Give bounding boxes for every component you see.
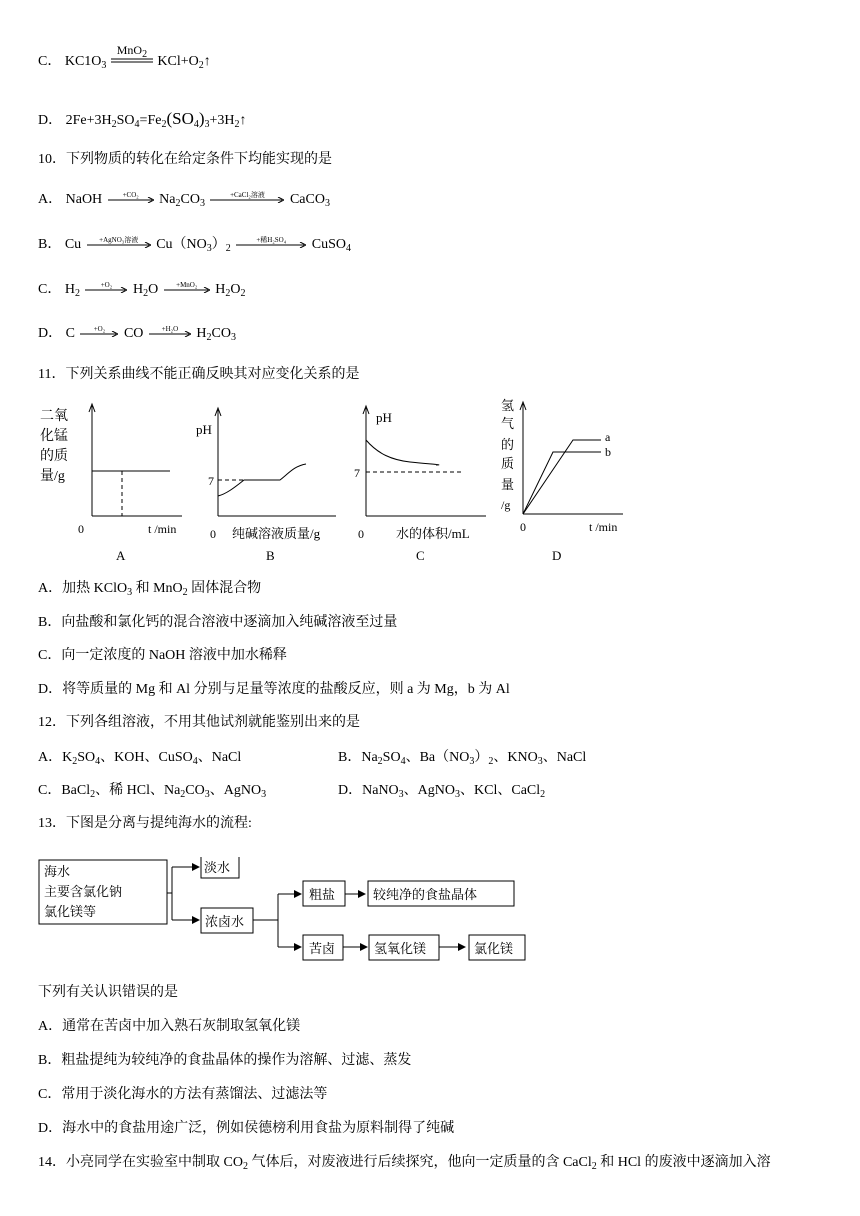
product: KCl+O	[157, 54, 199, 69]
svg-text:浓卤水: 浓卤水	[205, 915, 245, 930]
x-axis-label: t /min	[148, 522, 177, 536]
chart-a	[40, 398, 190, 573]
chart-d	[497, 398, 637, 573]
reaction-arrow: +AgNO₃溶液	[87, 238, 151, 252]
reaction-arrow: +CO₂	[108, 193, 154, 207]
curve-a	[523, 440, 601, 514]
x-axis-label: t /min	[589, 520, 618, 534]
chart-c	[350, 398, 500, 573]
chart-letter: C	[416, 548, 425, 563]
ph-curve	[218, 464, 306, 496]
catalyst-equals-sign: MnO$_2$	[116, 42, 148, 60]
q11-option-d: D．将等质量的 Mg 和 Al 分别与足量等浓度的盐酸反应，则 a 为 Mg，b 为 Al	[38, 682, 510, 697]
q13-stem: 13．下图是分离与提纯海水的流程:	[38, 816, 252, 831]
y-axis-label: pH	[376, 410, 392, 425]
q11-option-a: A．加热 KClO$_3$ 和 MnO$_2$ 固体混合物	[38, 581, 262, 598]
chart-a-ylabel-line: 二氧	[40, 409, 68, 424]
svg-text:海水: 海水	[44, 865, 71, 880]
chart-a-ylabel-line: 的质	[40, 449, 68, 464]
svg-text:氢: 氢	[501, 398, 515, 413]
q12-option-c: C．BaCl$_2$、稀 HCl、$Na_2CO_3$、AgNO$_3$	[38, 783, 267, 800]
y-tick-7: 7	[208, 474, 214, 488]
svg-text:气: 气	[501, 416, 515, 431]
reaction-arrow: +CaCl₂溶液	[210, 193, 284, 207]
origin-label: 0	[358, 527, 364, 541]
q10-option-d: D． C +O₂ CO +H₂O $H_2CO_3$	[38, 324, 236, 343]
q12-option-b: B．$Na_2SO_4$、$Ba(NO_3)_2$、$KNO_3$、NaCl	[338, 750, 587, 767]
series-label-a: a	[605, 430, 611, 444]
origin-label: 0	[78, 522, 84, 536]
chart-letter: B	[266, 548, 275, 563]
q10-option-b: B． Cu +AgNO₃溶液 $Cu(NO_3)_2$ +稀H₂SO₄ CuSO$_4$	[38, 235, 351, 254]
chart-letter: D	[552, 548, 562, 563]
series-label-b: b	[605, 445, 611, 459]
svg-text:氢氧化镁: 氢氧化镁	[374, 942, 427, 957]
x-axis-label: 纯碱溶液质量/g	[232, 526, 321, 541]
q12-stem: 12．下列各组溶液，不用其他试剂就能鉴别出来的是	[38, 715, 360, 730]
svg-text:粗盐: 粗盐	[309, 888, 336, 903]
q12-option-a: A．$K_2SO_4$、KOH、CuSO$_4$、NaCl	[38, 750, 242, 767]
q12-option-d: D．NaNO$_3$、AgNO$_3$、KCl、CaCl$_2$	[338, 783, 546, 800]
curve-b	[523, 452, 601, 514]
option-label: C．	[38, 54, 62, 69]
q9-option-c: C． $KC1O_3$ MnO$_2$ $KCl+O_2↑$	[38, 42, 211, 71]
chart-letter: A	[116, 548, 126, 563]
reaction-arrow: +MnO₂	[164, 283, 210, 297]
reactant: KC1O	[64, 54, 102, 69]
option-label: D．	[38, 113, 63, 128]
ph-curve	[366, 440, 439, 465]
q10-option-a: A． NaOH +CO₂ $Na_2CO_3$ +CaCl₂溶液 CaCO$_3$	[38, 190, 330, 209]
q10-option-c: C． $H_2$ +O₂ $H_2O$ +MnO₂ $H_2O_2$	[38, 280, 246, 299]
reaction-arrow: +稀H₂SO₄	[236, 238, 306, 252]
svg-text:淡水: 淡水	[204, 861, 231, 876]
y-tick-7: 7	[354, 466, 360, 480]
svg-text:苦卤: 苦卤	[309, 942, 336, 957]
y-axis-label: pH	[196, 422, 212, 437]
q11-option-b: B．向盐酸和氯化钙的混合溶液中逐滴加入纯碱溶液至过量	[38, 615, 398, 630]
reaction-arrow: +O₂	[80, 327, 118, 341]
origin-label: 0	[520, 520, 526, 534]
chart-a-ylabel-line: 化锰	[40, 429, 68, 444]
chart-a-ylabel-line: 量/g	[40, 469, 65, 484]
q11-stem: 11．下列关系曲线不能正确反映其对应变化关系的是	[38, 367, 360, 382]
q14-stem: 14．小亮同学在实验室中制取 $CO_2$ 气体后，对废液进行后续探究，他向一定质量的含 CaCl$_2$ 和 HCl 的废液中逐滴加入溶	[38, 1155, 771, 1172]
q13-question: 下列有关认识错误的是	[38, 985, 178, 1000]
q9-option-d: D． $2Fe+3H_2SO_4=Fe_2(SO_4)_3+3H_2↑$	[38, 109, 247, 130]
x-axis-label: 水的体积/mL	[396, 526, 470, 541]
gas-arrow: ↑	[203, 54, 211, 69]
svg-text:的: 的	[501, 437, 515, 452]
svg-text:氯化镁: 氯化镁	[474, 942, 514, 957]
q13-option-c: C．常用于淡化海水的方法有蒸馏法、过滤法等	[38, 1087, 328, 1102]
q13-option-b: B．粗盐提纯为较纯净的食盐晶体的操作为溶解、过滤、蒸发	[38, 1053, 412, 1068]
chart-b	[196, 398, 346, 573]
svg-text:/g: /g	[501, 498, 511, 512]
reaction-arrow: +H₂O	[149, 327, 191, 341]
svg-text:主要含氯化钠: 主要含氯化钠	[44, 885, 123, 900]
svg-text:质: 质	[501, 456, 515, 471]
svg-text:量: 量	[501, 477, 515, 492]
q11-option-c: C．向一定浓度的 NaOH 溶液中加水稀释	[38, 648, 287, 663]
svg-text:氯化镁等: 氯化镁等	[44, 905, 97, 920]
svg-text:较纯净的食盐晶体: 较纯净的食盐晶体	[373, 888, 478, 903]
seawater-flow-diagram	[38, 857, 538, 972]
q10-stem: 10．下列物质的转化在给定条件下均能实现的是	[38, 152, 332, 167]
q13-option-a: A．通常在苦卤中加入熟石灰制取氢氧化镁	[38, 1019, 301, 1034]
reaction-arrow: +O₂	[85, 283, 127, 297]
q13-option-d: D．海水中的食盐用途广泛，例如侯德榜利用食盐为原料制得了纯碱	[38, 1121, 455, 1136]
origin-label: 0	[210, 527, 216, 541]
